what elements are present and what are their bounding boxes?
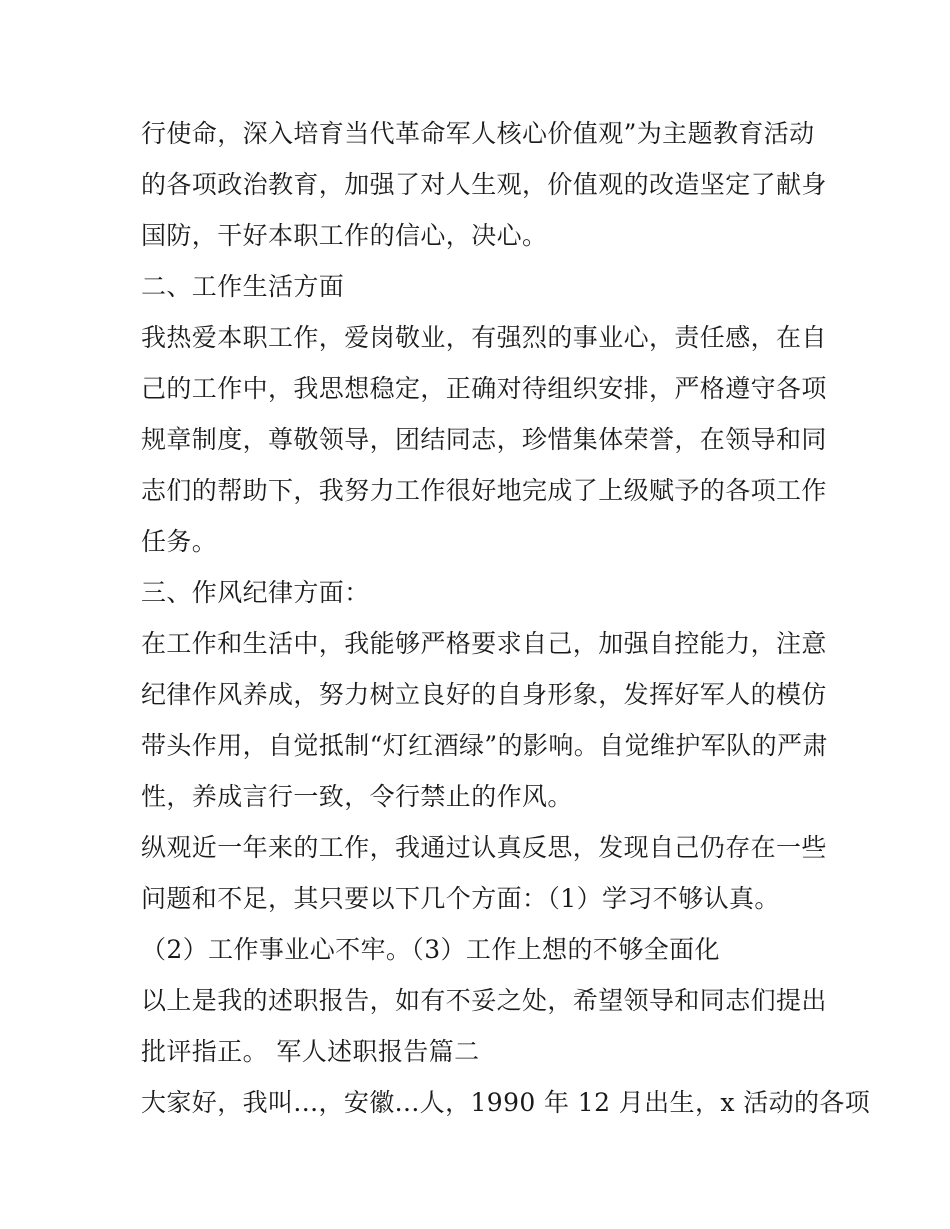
text-line-11: 在工作和生活中，我能够严格要求自己，加强自控能力，注意 bbox=[141, 629, 827, 658]
text-line-17: （2）工作事业心不牢。（3）工作上想的不够全面化 bbox=[141, 935, 720, 964]
text-line-7: 规章制度，尊敬领导，团结同志，珍惜集体荣誉，在领导和同 bbox=[141, 425, 827, 454]
section-heading-work-life: 二、工作生活方面 bbox=[141, 272, 345, 301]
text-line-2: 的各项政治教育，加强了对人生观，价值观的改造坚定了献身 bbox=[141, 170, 827, 199]
text-line-18: 以上是我的述职报告，如有不妥之处，希望领导和同志们提出 bbox=[141, 986, 827, 1015]
text-line-5: 我热爱本职工作，爱岗敬业，有强烈的事业心，责任感，在自 bbox=[141, 323, 827, 352]
text-line-12: 纪律作风养成，努力树立良好的自身形象，发挥好军人的模仿 bbox=[141, 680, 827, 709]
text-line-15: 纵观近一年来的工作，我通过认真反思，发现自己仍存在一些 bbox=[141, 833, 827, 862]
text-line-16: 问题和不足，其只要以下几个方面：（1）学习不够认真。 bbox=[141, 884, 780, 913]
text-line-20: 大家好，我叫...，安徽...人，1990 年 12 月出生，x 活动的各项 bbox=[141, 1088, 871, 1117]
text-line-3: 国防，干好本职工作的信心，决心。 bbox=[141, 221, 548, 250]
section-heading-discipline: 三、作风纪律方面： bbox=[141, 578, 370, 607]
text-line-13: 带头作用，自觉抵制“灯红酒绿”的影响。自觉维护军队的严肃 bbox=[141, 731, 828, 760]
document-body bbox=[141, 108, 871, 1128]
text-line-6: 己的工作中，我思想稳定，正确对待组织安排，严格遵守各项 bbox=[141, 374, 827, 403]
text-line-19: 批评指正。 军人述职报告篇二 bbox=[141, 1037, 480, 1066]
text-line-8: 志们的帮助下，我努力工作很好地完成了上级赋予的各项工作 bbox=[141, 476, 827, 505]
text-line-14: 性，养成言行一致，令行禁止的作风。 bbox=[141, 782, 573, 811]
text-line-9: 任务。 bbox=[141, 527, 218, 556]
text-line-1: 行使命，深入培育当代革命军人核心价值观”为主题教育活动 bbox=[141, 119, 815, 148]
